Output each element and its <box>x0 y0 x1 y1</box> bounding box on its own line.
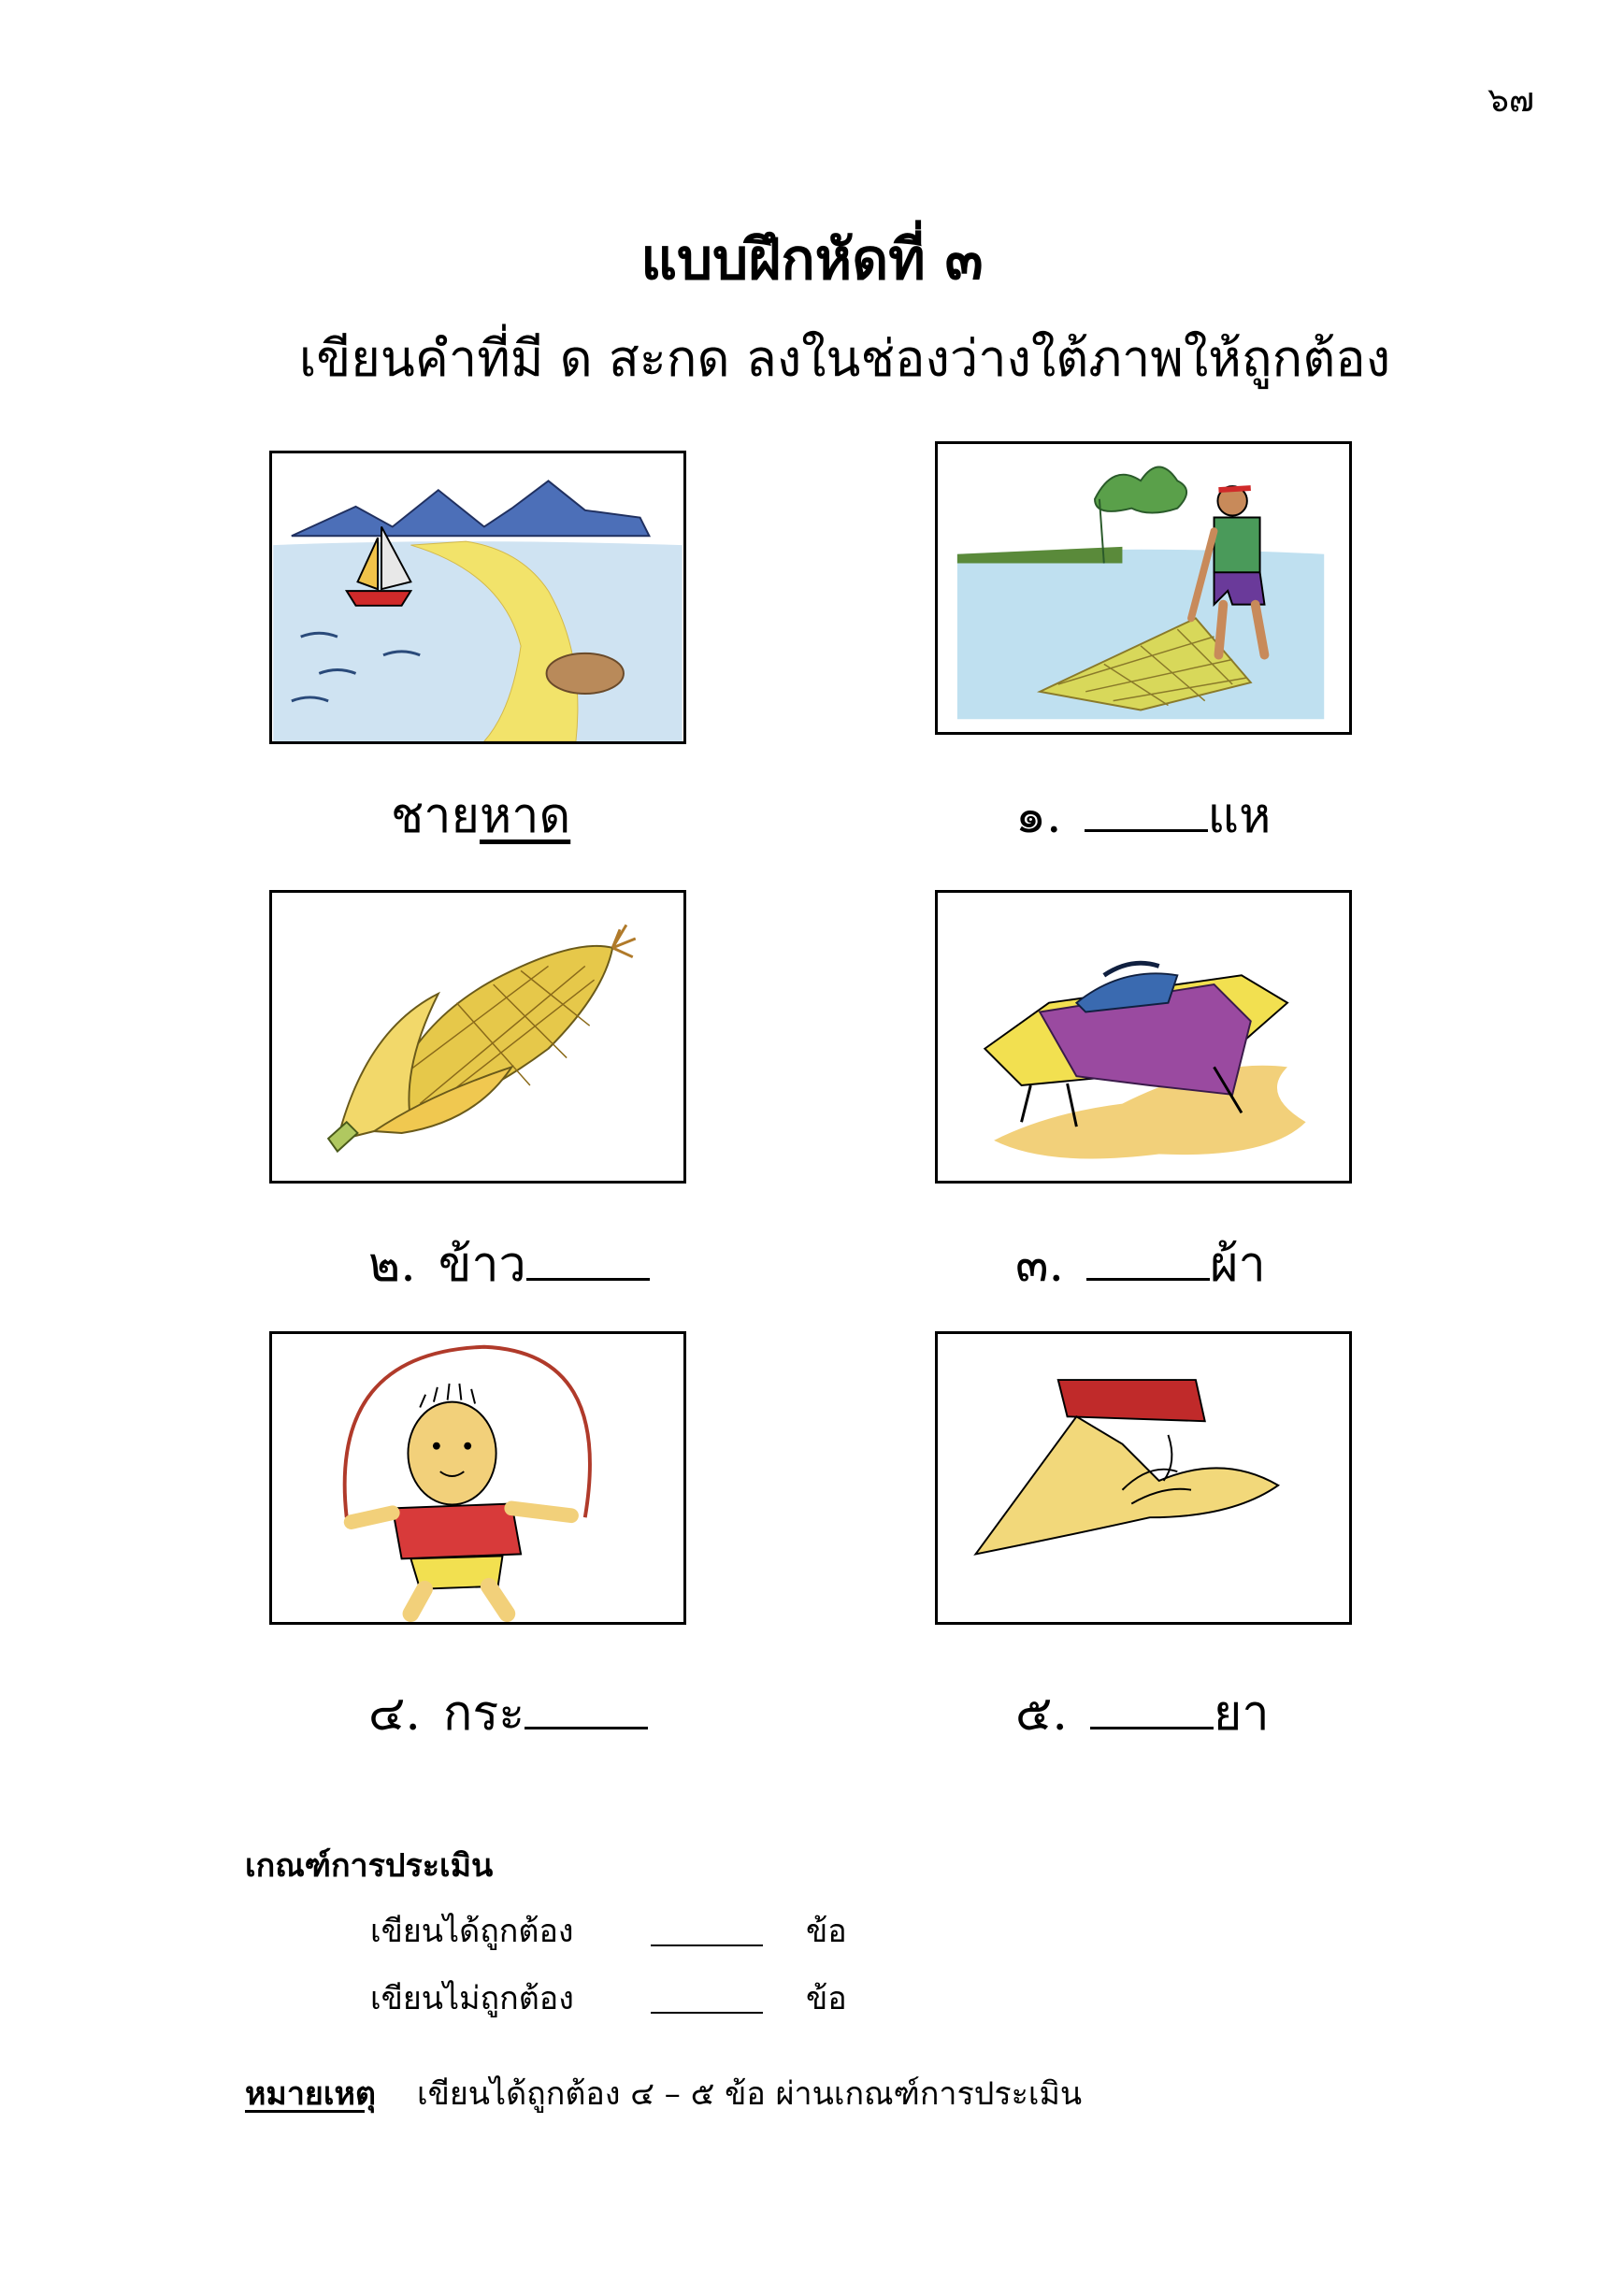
instruction-text: เขียนคำที่มี ด สะกด ลงในช่องว่างใต้ภาพให้ถูกต้อง <box>298 329 1391 388</box>
item-5-word: ยา <box>1213 1686 1270 1742</box>
item-3-number: ๓. <box>1015 1237 1065 1293</box>
item-1-caption <box>1015 776 1271 854</box>
example-prefix: ชาย <box>391 788 480 844</box>
exercise-title: แบบฝึกหัดที่ ๓ <box>640 227 984 293</box>
jump-rope-boy-icon <box>269 1331 686 1625</box>
criteria-correct-label: เขียนได้ถูกต้อง <box>370 1913 574 1950</box>
criteria-incorrect-unit: ข้อ <box>806 1980 847 2017</box>
item-4-blank[interactable] <box>525 1684 648 1729</box>
item-3-caption <box>1015 1225 1266 1302</box>
example-caption <box>391 776 570 854</box>
criteria-correct-blank[interactable] <box>651 1944 763 1946</box>
item-2-number: ๒. <box>368 1237 416 1293</box>
item-1-word: แห <box>1207 788 1272 844</box>
pull-tooth-hand-icon <box>935 1331 1352 1625</box>
criteria-incorrect-label: เขียนไม่ถูกต้อง <box>370 1980 574 2017</box>
note <box>245 2068 1082 2118</box>
iron-cloth-icon <box>935 890 1352 1184</box>
item-2-word: ข้าว <box>438 1237 526 1293</box>
item-5-caption <box>1015 1673 1270 1751</box>
item-3-blank[interactable] <box>1086 1235 1210 1281</box>
item-4-number: ๔. <box>368 1686 421 1742</box>
beach-scene-icon <box>269 451 686 744</box>
item-1-blank[interactable] <box>1085 786 1208 832</box>
item-5-blank[interactable] <box>1090 1684 1214 1729</box>
example-answer: หาด <box>479 788 571 844</box>
item-5-number: ๕. <box>1015 1686 1068 1742</box>
item-2-blank[interactable] <box>526 1235 650 1281</box>
note-label: หมายเหตุ <box>245 2075 376 2113</box>
criteria-heading: เกณฑ์การประเมิน <box>245 1847 494 1885</box>
corn-icon <box>269 890 686 1184</box>
item-4-word: กระ <box>442 1686 525 1742</box>
criteria-correct-unit: ข้อ <box>806 1913 847 1950</box>
item-1-number: ๑. <box>1015 788 1062 844</box>
item-4-caption <box>368 1673 648 1751</box>
item-2-caption <box>368 1225 650 1302</box>
item-3-word: ผ้า <box>1210 1237 1266 1293</box>
page-number: ๖๗ <box>1487 81 1534 120</box>
criteria-incorrect-blank[interactable] <box>651 2012 763 2014</box>
note-text: เขียนได้ถูกต้อง ๔ – ๕ ข้อ ผ่านเกณฑ์การประเมิน <box>416 2075 1083 2113</box>
fisherman-net-icon <box>935 441 1352 735</box>
